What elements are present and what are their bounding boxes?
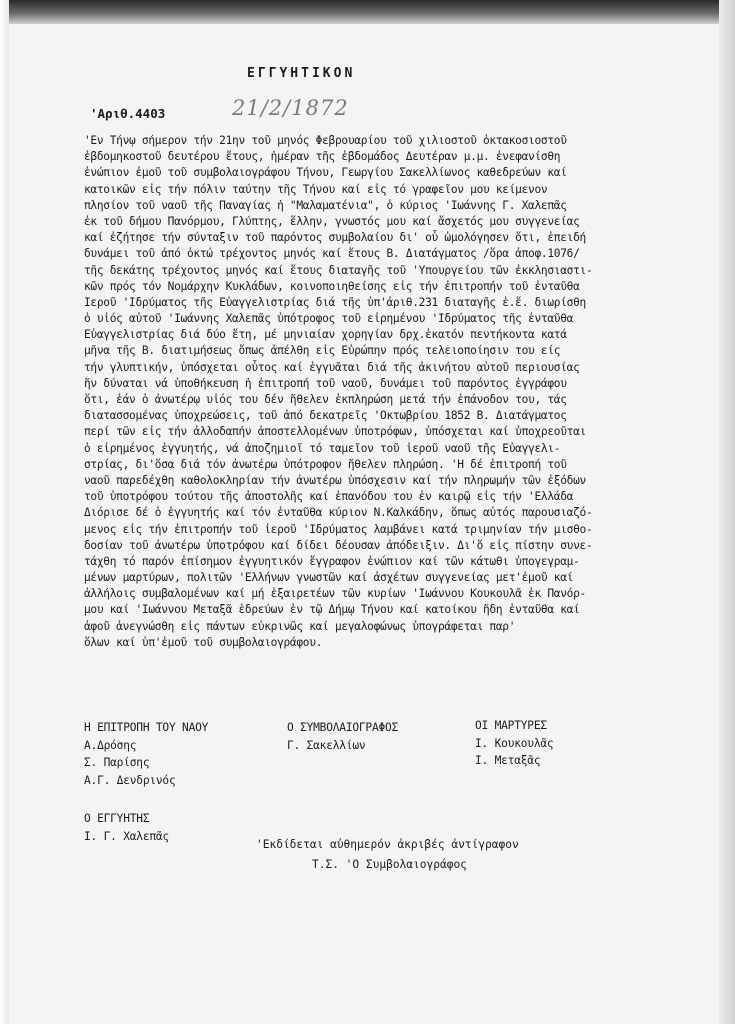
body-line: μου καί 'Ιωάννου Μεταξᾶ ἑδρεύων ἐν τῷ Δήμῳ Τήνου καί κατοίκου ἤδη ἐνταῦθα καί [84,603,580,617]
document-title: ΕΓΓΥΗΤΙΚΟΝ [247,66,356,81]
witnesses-heading: ΟΙ ΜΑΡΤΥΡΕΣ [475,719,547,732]
body-line: τάχθη τό παρόν ἐπίσημον ἐγγυητικόν ἔγγραφον ἐνώπιον καί τῶν κάτωθι ὑπογεγραμ- [84,554,580,568]
body-line: στρίας, δι'ὅσα διά τόν ἀνωτέρω ὑπότροφον ἤθελεν πληρώση. 'Η δέ ἐπιτροπή τοῦ [84,457,567,471]
body-line: ἀλλήλοις συμβαλομένων καί μή ἐξαιρετέων τῶν κυρίων 'Ιωάννου Κουκουλᾶ ἐκ Πανόρ- [84,587,586,601]
body-line: καί ἐζήτησε τήν σύνταξιν τοῦ παρόντος συμβολαίου δι' οὗ ὡμολόγησεν ὅτι, ἐπειδή [84,231,586,245]
body-line: ναοῦ παρεδέχθη καθολοκληρίαν τήν ἀνωτέρω ὑπόσχεσιν καί τήν πληρωμήν τῶν ἐξόδων [84,473,586,487]
certification-signatory: Τ.Σ. 'Ο Συμβολαιογράφος [312,858,467,871]
body-line: τοῦ ὑποτρόφου τούτου τῆς ἀποστολῆς καί ἐπανόδου του ἐν καιρῷ εἰς τήν 'Ελλάδα [84,490,574,504]
body-line: διατασσομένας ὑποχρεώσεις, τοῦ ἀπό δεκατρεῖς 'Οκτωβρίου 1852 Β. Διατάγματος [84,409,567,423]
guarantor-heading: Ο ΕΓΓΥΗΤΗΣ [84,812,150,825]
body-line: ἐνώπιον ἐμοῦ τοῦ συμβολαιογράφου Τήνου, Γεωργίου Σακελλίωνος καθεδρεύων καί [84,166,567,180]
body-line: κατοικῶν εἰς τήν πόλιν ταύτην τῆς Τήνου καί εἰς τό γραφεῖον μου κείμενον [84,182,548,196]
body-line: ἑβδομηκοστοῦ δευτέρου ἔτους, ἡμέραν τῆς ἑβδομάδος Δευτέραν μ.μ. ἐνεφανίσθη [84,150,561,164]
witness-name: Ι. Κουκουλᾶς [475,736,554,750]
body-line: τῆς δεκάτης τρέχοντος μηνός καί ἔτους διαταγῆς τοῦ 'Υπουργείου τῶν ἐκκλησιαστι- [84,263,593,277]
body-line: μενος εἰς τήν ἐπιτροπήν τοῦ ἱεροῦ 'Ιδρύματος λαμβάνει κατά τριμηνίαν τήν μισθο- [84,522,593,536]
committee-heading: Η ΕΠΙΤΡΟΠΗ ΤΟΥ ΝΑΟΥ [84,721,209,734]
notary-name: Γ. Σακελλίων [287,738,366,752]
body-line: ὁ εἰρημένος ἐγγυητής, νά ἀποζημιοῖ τό ταμεῖον τοῦ ἱεροῦ ναοῦ τῆς Εὐαγγελι- [84,441,561,455]
body-line: περί τῶν εἰς τήν ἀλλοδαπήν ἀποστελλομένων ὑποτρόφων, ὑπόσχεται καί ὑποχρεοῦται [84,425,586,439]
notary-heading: Ο ΣΥΜΒΟΛΑΙΟΓΡΑΦΟΣ [287,721,399,734]
committee-member: Α.Δρόσης [84,738,137,752]
body-line: ἐκ τοῦ δήμου Πανόρμου, Γλύπτης, ἕλλην, γνωστός μου καί ἄσχετός μου συγγενείας [84,214,580,228]
body-line: Ιεροῦ 'Ιδρύματος τῆς Εὐαγγελιστρίας διά τῆς ὑπ'ἀριθ.231 διαταγῆς ἐ.ἔ. διωρίσθη [84,295,586,309]
witness-name: Ι. Μεταξᾶς [475,754,541,767]
scan-left-edge [0,0,9,1024]
committee-member: Α.Γ. Δενδρινός [84,773,176,787]
guarantor-signature [84,810,169,845]
body-line: ὅτι, ἐάν ὁ ἀνωτέρῳ υἱός του δέν ἤθελεν ἐκπληρώση μετά τήν ἐπάνοδον του, τάς [84,393,567,406]
body-line: δοσίαν τοῦ ἀνωτέρω ὑποτρόφου καί δίδει δέουσαν ἀπόδειξιν. Δι'ὅ εἰς πίστην συνε- [84,538,593,552]
body-line: δυνάμει τοῦ ἀπό ὀκτώ τρέχοντος μηνός καί ἔτους Β. Διατάγματος /ὅρα ἀποφ.1076/ [84,247,580,261]
body-line: ἥν δύναται νά ὑποθήκευση ἡ ἐπιτροπή τοῦ ναοῦ, δυνάμει τοῦ παρόντος ἐγγράφου [84,376,567,390]
document-body [84,133,729,651]
body-line: κῶν πρός τόν Νομάρχην Κυκλάδων, κοινοποιηθείσης εἰς τήν ἐπιτροπήν τοῦ ἐνταῦθα [84,279,580,293]
handwritten-date: 21/2/1872 [232,96,349,120]
body-line: ἀφοῦ ἀνεγνώσθη εἰς πάντων εὐκρινῶς καί μεγαλοφώνως ὑπογράφεται παρ' [84,619,516,633]
reference-number: 'Αριθ.4403 [90,106,166,121]
body-line: πλησίον τοῦ ναοῦ τῆς Παναγίας ἡ "Μαλαματένια", ὁ κύριος 'Ιωάννης Γ. Χαλεπᾶς [84,198,567,212]
body-line: ὁ υἱός αὐτοῦ 'Ιωάννης Χαλεπᾶς ὑπότροφος τοῦ εἰρημένου 'Ιδρύματος τῆς ἐνταῦθα [84,312,574,326]
body-line: μῆνα τῆς Β. διατιμήσεως ὅπως ἀπέλθη εἰς Εὐρώπην πρός τελειοποίησιν του είς [84,344,561,358]
committee-signatures [84,719,208,789]
body-line: Εὐαγγελιστρίας διά δύο ἔτη, μέ μηνιαίαν χορηγίαν δρχ.ἑκατόν πεντήκοντα κατά [84,328,567,342]
body-line: ὅλων καί ὑπ'ἐμοῦ τοῦ συμβολαιογράφου. [84,635,323,649]
committee-member: Σ. Παρίσης [84,756,150,769]
certification-line: 'Εκδίδεται αὐθημερόν ἀκριβές ἀντίγραφον [256,838,519,851]
body-line: Διόρισε δέ ὁ ἐγγυητής καί τόν ἐνταῦθα κύριον Ν.Καλκάδην, ὅπως αὐτός παρουσιαζό- [84,506,593,520]
guarantor-name: Ι. Γ. Χαλεπᾶς [84,829,169,843]
witness-signatures [475,717,553,770]
scan-top-shadow [0,0,735,24]
body-line: μένων μαρτύρων, πολιτῶν 'Ελλήνων γνωστῶν καί ἀσχέτων συγγενείας μετ'ἐμοῦ καί [84,571,574,585]
body-line: 'Εν Τήνῳ σήμερον τήν 21ην τοῦ μηνός Φεβρουαρίου τοῦ χιλιοστοῦ ὀκτακοσιοστοῦ [84,134,567,147]
body-line: τήν γλυπτικήν, ὑπόσχεται οὗτος καί ἐγγυᾶται διά τῆς ἀκινήτου αὐτοῦ περιουσίας [84,360,580,374]
notary-signature [287,719,398,754]
